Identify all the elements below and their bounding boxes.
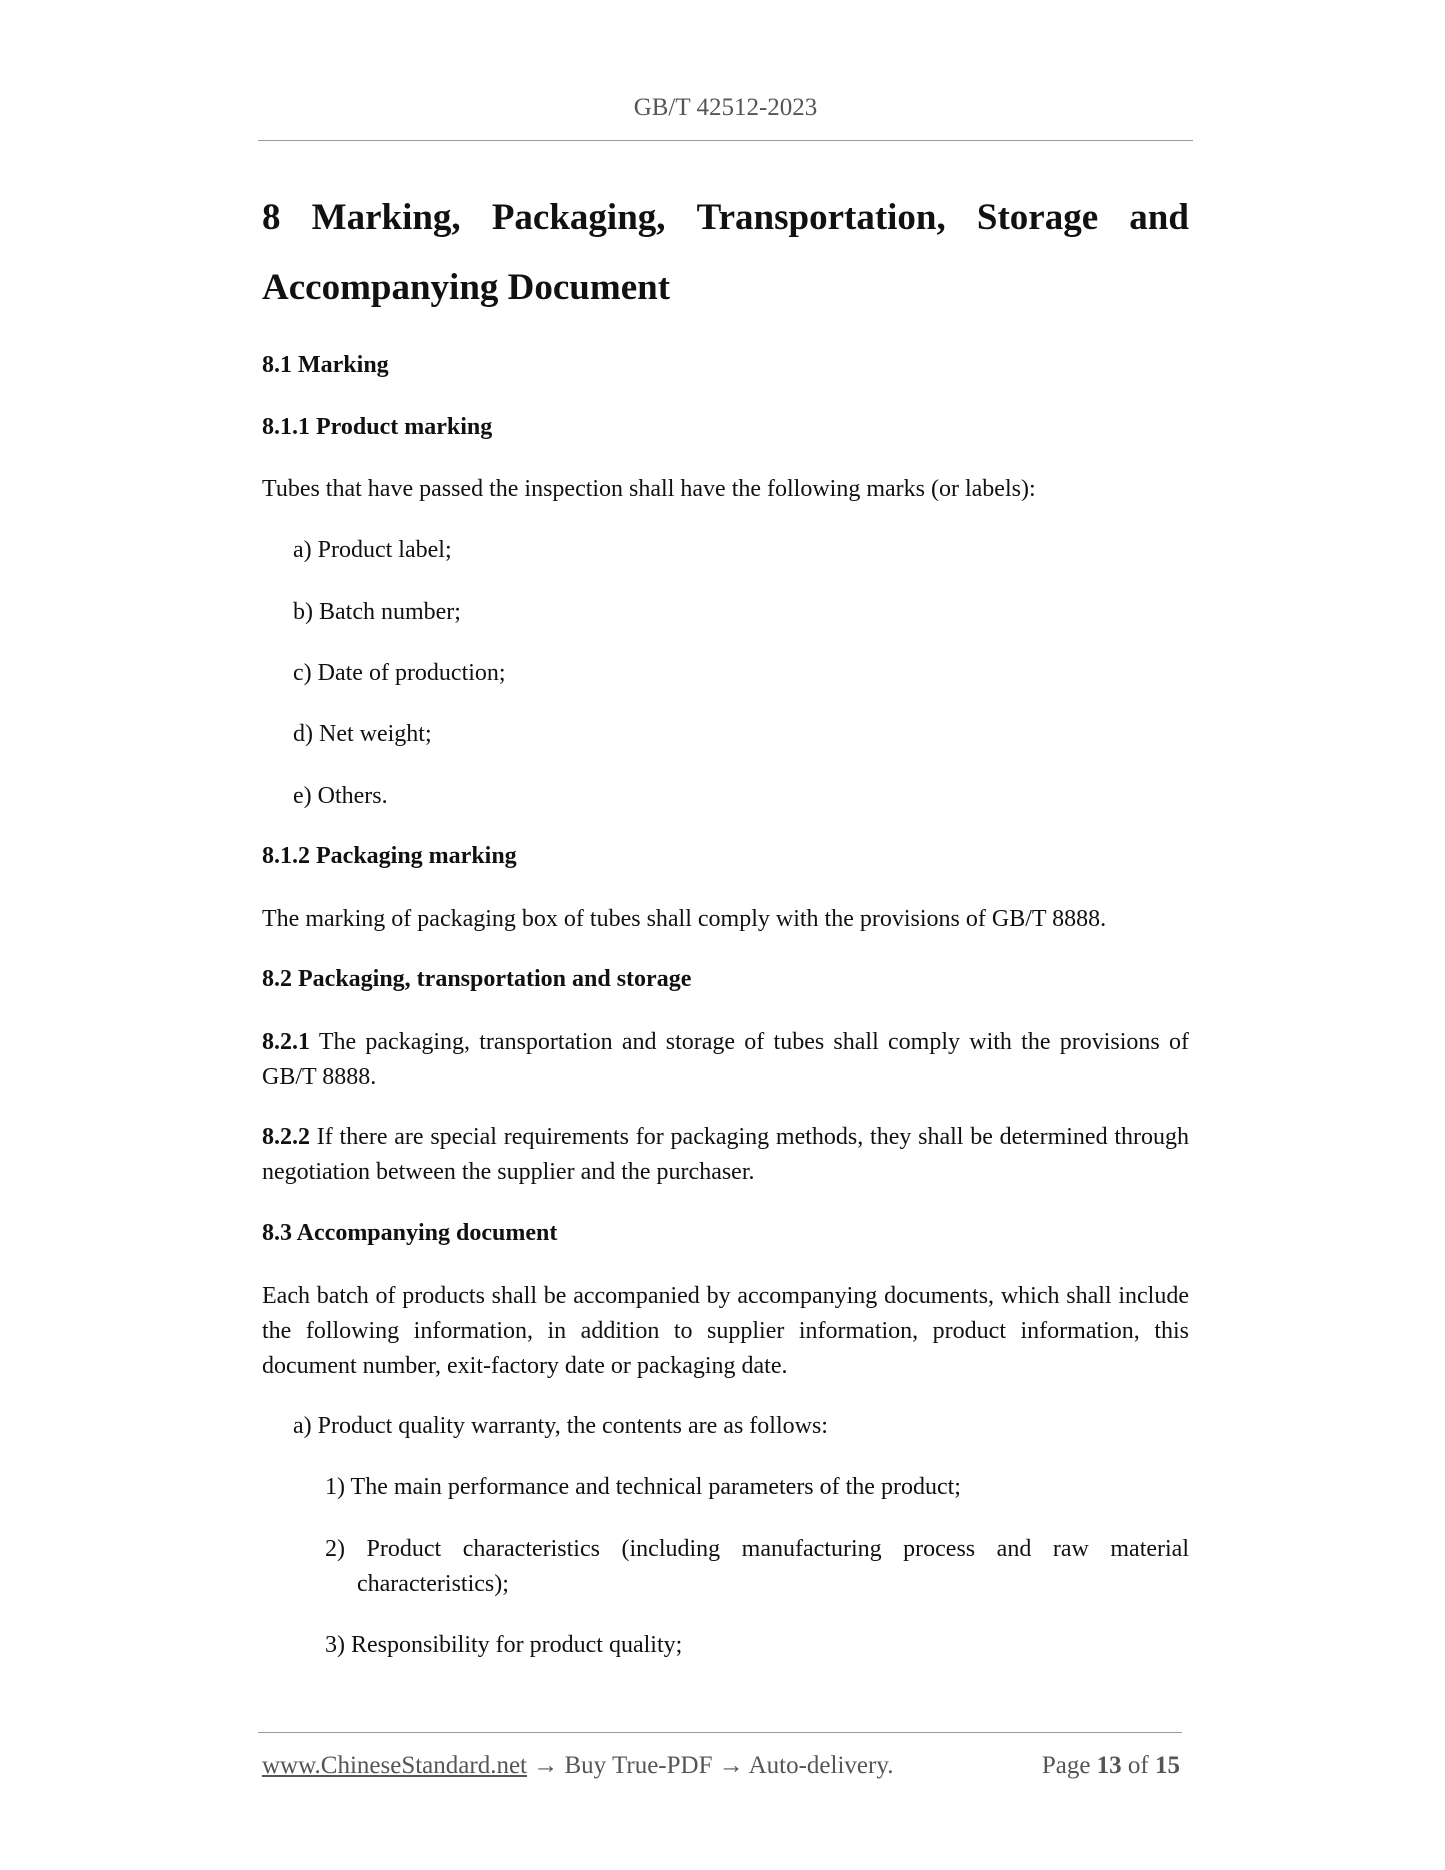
- title-word: and: [1129, 197, 1189, 238]
- page-footer: [262, 1752, 1180, 1780]
- document-code: GB/T 42512-2023: [633, 94, 818, 121]
- list-item: d) Net weight;: [293, 721, 432, 747]
- paragraph-packaging-marking: The marking of packaging box of tubes shall comply with the provisions of GB/T 8888.: [262, 906, 1107, 932]
- arrow-right-icon: →: [718, 1752, 744, 1779]
- clause-number: 8.2.1: [262, 1029, 310, 1055]
- heading-8-2: 8.2 Packaging, transportation and storage: [262, 966, 692, 992]
- heading-8-1-1: 8.1.1 Product marking: [262, 414, 493, 440]
- sub-list-item: 1) The main performance and technical parameters of the product;: [325, 1474, 961, 1500]
- delivery-text: Auto-delivery.: [748, 1752, 894, 1779]
- title-word: Transportation,: [696, 197, 946, 238]
- paragraph-8-2-2: [262, 1120, 1189, 1190]
- list-item-quality-warranty: a) Product quality warranty, the contents are as follows:: [293, 1413, 828, 1439]
- footer-left: [262, 1752, 893, 1780]
- footer-divider: [258, 1732, 1182, 1733]
- page-label: Page: [1041, 1752, 1091, 1779]
- sub-list-item: 3) Responsibility for product quality;: [325, 1632, 683, 1658]
- list-item: c) Date of production;: [293, 660, 506, 686]
- title-word: Marking,: [311, 197, 461, 238]
- page-indicator: [1042, 1752, 1180, 1780]
- heading-8-1-2: 8.1.2 Packaging marking: [262, 843, 517, 869]
- title-word: Packaging,: [491, 197, 666, 238]
- buy-text: Buy True-PDF: [564, 1752, 713, 1779]
- section-number: 8: [262, 197, 281, 238]
- page-current: 13: [1096, 1752, 1122, 1779]
- page-total: 15: [1155, 1752, 1180, 1779]
- clause-text: If there are special requirements for packaging methods, they shall be determined through negotiation between the supplier and the purchaser.: [262, 1124, 1190, 1185]
- heading-8-1: 8.1 Marking: [262, 352, 389, 378]
- clause-number: 8.2.2: [262, 1124, 310, 1150]
- of-label: of: [1127, 1752, 1149, 1779]
- website-link[interactable]: www.ChineseStandard.net: [262, 1752, 527, 1779]
- sub-list-item: 2) Product characteristics (including manufacturing process and raw material: [325, 1536, 1189, 1562]
- paragraph-8-2-1: [262, 1025, 1189, 1095]
- paragraph-marks-intro: Tubes that have passed the inspection shall have the following marks (or labels):: [262, 476, 1036, 502]
- heading-8-3: 8.3 Accompanying document: [262, 1220, 558, 1246]
- continuation-text: characteristics);: [357, 1571, 509, 1597]
- list-item: a) Product label;: [293, 537, 452, 563]
- title-word: Storage: [976, 197, 1099, 238]
- paragraph-accompanying-docs: Each batch of products shall be accompanied by accompanying documents, which shall include the following information, in addition to supplier information, product information, this document number, exit-factory date or packaging date.: [262, 1283, 1189, 1379]
- list-item: b) Batch number;: [293, 599, 461, 625]
- header-divider: [258, 140, 1193, 141]
- arrow-right-icon: →: [533, 1752, 559, 1779]
- clause-text: The packaging, transportation and storage of tubes shall comply with the provisions of GB/T 8888.: [262, 1029, 1189, 1090]
- sub-list-item-continuation: [325, 1567, 1189, 1602]
- section-title-line1: [262, 183, 1189, 253]
- list-item: e) Others.: [293, 783, 388, 809]
- section-title-line2: Accompanying Document: [262, 267, 671, 308]
